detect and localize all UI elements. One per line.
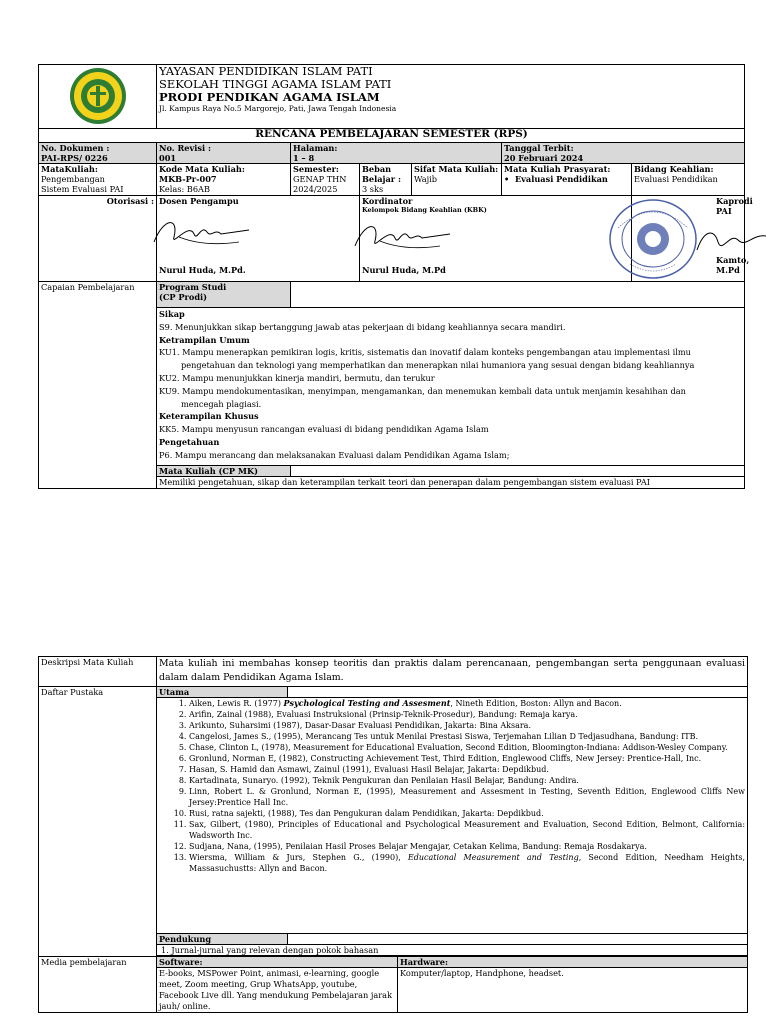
hardware-head: Hardware: (398, 957, 748, 968)
pustaka-label: Daftar Pustaka (39, 687, 157, 957)
institution-header (157, 65, 745, 129)
sekolah-title: SEKOLAH TINGGI AGAMA ISLAM PATI (159, 77, 392, 91)
list-item: 2. Arifin, Zainal (1988), Evaluasi Instruksional (Prinsip-Teknik-Prosedur), Bandung: Remaja karya. (189, 709, 745, 720)
no-revisi-cell: No. Revisi : 001 (157, 143, 291, 164)
rps-page-1 (38, 64, 753, 489)
yayasan-title: YAYASAN PENDIDIKAN ISLAM PATI (159, 64, 373, 78)
pendukung-item: 1. Jurnal-jurnal yang relevan dengan pokok bahasan (157, 945, 748, 956)
program-studi-head: Program Studi (CP Prodi) (157, 282, 291, 308)
tanggal-cell: Tanggal Terbit: 20 Februari 2024 (502, 143, 745, 164)
list-item: 11. Sax, Gilbert, (1980), Principles of Educational and Psychological Measurement and Evaluation, Second Edition, Belmont, California: Wadsworth Inc. (189, 819, 745, 841)
beban-cell: Beban Belajar : 3 sks (360, 164, 412, 196)
kaprodi-cell: Kaprodi PAI Kamto, M.Pd (632, 196, 745, 282)
kaprodi-signature-icon (692, 226, 768, 256)
kode-cell: Kode Mata Kuliah: MKB-Pr-007 Kelas: B6AB (157, 164, 291, 196)
bidang-cell: Bidang Keahlian: Evaluasi Pendidikan (632, 164, 745, 196)
list-item: 4. Cangelosi, James S., (1995), Merancang Tes untuk Menilai Prestasi Siswa, Terjemahan Lilian D Tedjasudhana, Bandung: ITB. (189, 731, 745, 742)
logo-cell (39, 65, 157, 129)
deskripsi-text: Mata kuliah ini membahas konsep teoritis dan praktis dalam perencanaan, pengembangan serta penggunaan evaluasi dalam dalam Pendidikan Agama Islam. (157, 657, 748, 687)
prodi-title: PRODI PENDIKAN AGAMA ISLAM (159, 90, 380, 104)
utama-head: Utama (157, 687, 288, 698)
hardware-content: Komputer/laptop, Handphone, headset. (398, 968, 748, 1013)
list-item: 7. Hasan, S. Hamid dan Asmawi, Zainul (1991), Evaluasi Hasil Belajar, Jakarta: Depdikbud. (189, 764, 745, 775)
cp-prodi-content: Sikap S9. Menunjukkan sikap bertanggung jawab atas pekerjaan di bidang keahliannya secara mandiri. Ketrampilan Umum KU1. Mampu menerapkan pemikiran logis, kritis, sistematis dan inovatif dalam konteks pengembangan atau implementasi ilmu pengetahuan dan teknologi yang memperhatikan dan menerapkan nilai humaniora yang sesuai dengan bidang keahliannya KU2. Mampu menunjukkan kinerja mandiri, bermutu, dan terukur KU9. Mampu mendokumentasikan, menyimpan, mengamankan, dan menemukan kembali data untuk menjamin kesahihan dan mencegah plagiasi. Keterampilan Khusus KK5. Mampu menyusun rancangan evaluasi di bidang pendidikan Agama Islam Pengetahuan P6. Mampu merancang dan melaksanakan Evaluasi dalam Pendidikan Agama Islam; (157, 308, 745, 466)
pendukung-head: Pendukung (157, 934, 288, 945)
prodi-stamp-icon (608, 198, 698, 280)
media-label: Media pembelajaran (39, 957, 157, 1013)
staip-logo-icon (68, 66, 128, 126)
matakuliah-cell: MataKuliah: Pengembangan Sistem Evaluasi PAI (39, 164, 157, 196)
semester-cell: Semester: GENAP THN 2024/2025 (291, 164, 360, 196)
prasyarat-cell: Mata Kuliah Prasyarat: • Evaluasi Pendidikan (502, 164, 632, 196)
list-item: 1. Aiken, Lewis R. (1977) Psychological Testing and Assesment, Nineth Edition, Boston: Allyn and Bacon. (189, 698, 745, 709)
cp-mk-content: Memiliki pengetahuan, sikap dan keterampilan terkait teori dan penerapan dalam pengembangan sistem evaluasi PAI (157, 477, 745, 489)
rps-page-2 (38, 656, 747, 1013)
pustaka-utama-list (157, 698, 748, 934)
dosen-cell: Dosen Pengampu Nurul Huda, M.Pd. (157, 196, 360, 282)
pustaka-list (159, 698, 745, 874)
otorisasi-label-cell: Otorisasi : (39, 196, 157, 282)
list-item: 5. Chase, Clinton L, (1978), Measurement for Educational Evaluation, Second Edition, Bloomington-Indiana: Addison-Wesley Company. (189, 742, 745, 753)
capaian-label: Capaian Pembelajaran (39, 282, 157, 489)
list-item: 13. Wiersma, William & Jurs, Stephen G., (1990), Educational Measurement and Testing, Second Edition, Needham Heights, Massasuchustts: Allyn and Bacon. (189, 852, 745, 874)
cp-mk-head: Mata Kuliah (CP MK) (157, 466, 291, 477)
list-item: 12. Sudjana, Nana, (1995), Penilaian Hasil Proses Belajar Mengajar, Cetakan Kelima, Bandung: Remaja Rosdakarya. (189, 841, 745, 852)
kordinator-cell: Kordinator Kelompok Bidang Keahlian (KBK) Nurul Huda, M.Pd (360, 196, 632, 282)
list-item: 8. Kartadinata, Sunaryo. (1992), Teknik Pengukuran dan Penilaian Hasil Belajar, Bandung: Andira. (189, 775, 745, 786)
no-dokumen-cell: No. Dokumen : PAI-RPS/ 0226 (39, 143, 157, 164)
halaman-cell: Halaman: 1 – 8 (291, 143, 502, 164)
deskripsi-label: Deskripsi Mata Kuliah (39, 657, 157, 687)
kordinator-signature-icon (350, 216, 460, 256)
list-item: 3. Arikunto, Suharsimi (1987), Dasar-Dasar Evaluasi Pendidikan, Jakarta: Bina Aksara. (189, 720, 745, 731)
list-item: 9. Linn, Robert L. & Gronlund, Norman E, (1995), Measurement and Assesment in Testing, Seventh Edition, Englewood Cliffs New Jersey:Prentice Hall Inc. (189, 786, 745, 808)
dosen-signature-icon (149, 212, 259, 252)
sifat-cell: Sifat Mata Kuliah: Wajib (412, 164, 502, 196)
list-item: 6. Gronlund, Norman E, (1982), Constructing Achievement Test, Third Edition, Englewood Cliffs, New Jersey: Prentice-Hall, Inc. (189, 753, 745, 764)
address: Jl. Kampus Raya No.5 Margorejo, Pati, Jawa Tengah Indonesia (159, 104, 397, 113)
list-item: 10. Rusi, ratna sajekti, (1988), Tes dan Pengukuran dalam Pendidikan, Jakarta: Depdikbud. (189, 808, 745, 819)
software-content: E-books, MSPower Point, animasi, e-learning, google meet, Zoom meeting, Grup WhatsApp, youtube, Facebook Live dll. Yang mendukung Pembelajaran jarak jauh/ online. (157, 968, 398, 1013)
rps-title: RENCANA PEMBELAJARAN SEMESTER (RPS) (39, 129, 745, 143)
software-head: Software: (157, 957, 398, 968)
